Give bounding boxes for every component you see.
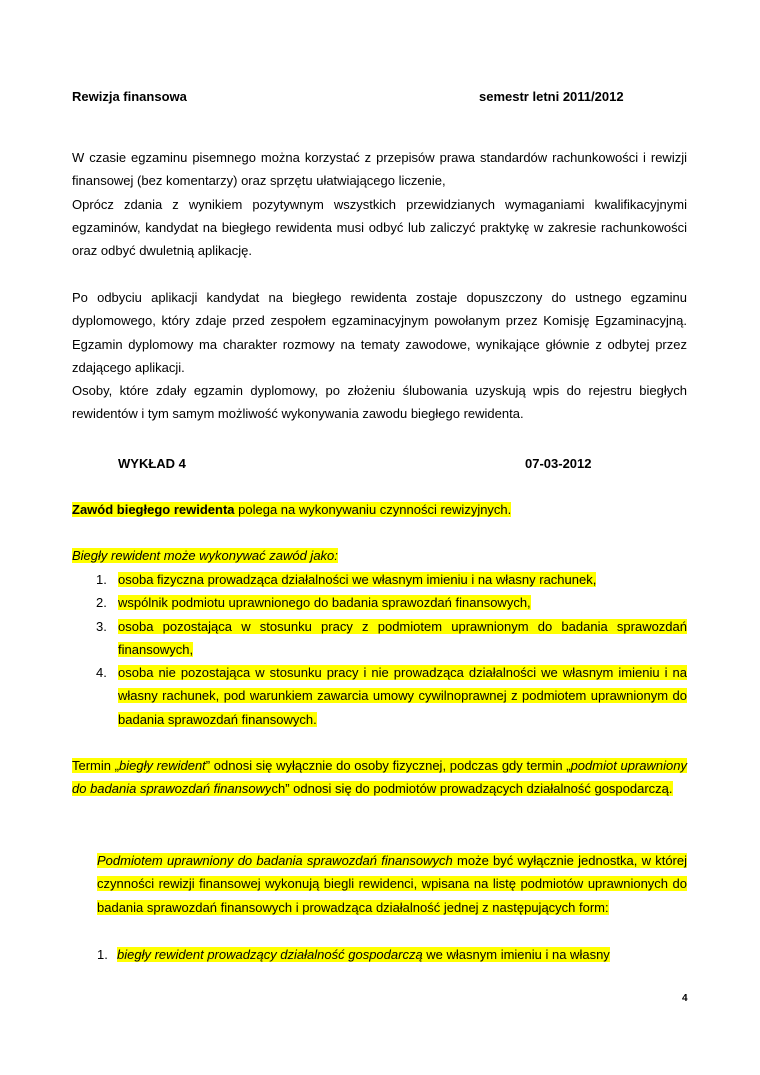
list-item-number: 3. bbox=[96, 618, 107, 634]
can-work-intro-text: Biegły rewident może wykonywać zawód jako: bbox=[72, 548, 338, 563]
term-podmiot-uprawniony: podmiot uprawniony do badania sprawozdań finansowy bbox=[72, 758, 687, 797]
list-item bbox=[72, 615, 687, 662]
term-biegly-rewident: biegły rewident bbox=[119, 758, 206, 773]
list-item-text: osoba pozostająca w stosunku pracy z podmiotem uprawnionym do badania sprawozdań finansowych, bbox=[118, 618, 687, 657]
list-item bbox=[72, 661, 687, 731]
can-work-intro bbox=[72, 548, 338, 563]
entity-list-italic: biegły rewident prowadzący działalność gospodarczą bbox=[117, 947, 423, 962]
entity-text: może być wyłącznie jednostka, w której czynności rewizji finansowej wykonują biegli rewidenci, wpisana na listę podmiotów uprawnionych do badania sprawozdań finansowych i prowadząca działalność jednej z następujących form: bbox=[97, 853, 687, 915]
list-item bbox=[72, 591, 687, 614]
entity-list-item bbox=[97, 943, 687, 966]
list-item-number: 2. bbox=[96, 595, 107, 611]
after-application-paragraph-1: Po odbyciu aplikacji kandydat na biegłego rewidenta zostaje dopuszczony do ustnego egzaminu dyplomowego, który zdaje przed zespołem egzaminacyjnym powołanym przez Komisję Egzaminacyjną. Egzamin dyplomowy ma charakter rozmowy na tematy zawodowe, wynikające głównie z odbytej przez zdającego aplikacji. bbox=[72, 290, 687, 375]
term-text-3: ch” odnosi się do podmiotów prowadzących działalność gospodarczą. bbox=[271, 781, 673, 797]
can-work-list bbox=[72, 568, 687, 731]
list-item-number: 1. bbox=[96, 572, 107, 587]
definition-rest: polega na wykonywaniu czynności rewizyjnych. bbox=[234, 502, 512, 517]
list-item-text: osoba nie pozostająca w stosunku pracy i nie prowadząca działalności we własnym imieniu i na własny rachunek, pod warunkiem zawarcia umowy cywilnoprawnej z podmiotem uprawnionym do badania sprawozdań finansowych. bbox=[118, 665, 687, 727]
term-paragraph bbox=[72, 754, 687, 801]
entity-paragraph bbox=[97, 849, 687, 919]
list-item bbox=[72, 568, 687, 591]
lecture-label: WYKŁAD 4 bbox=[118, 456, 186, 471]
page-number: 4 bbox=[682, 993, 688, 1004]
term-text-1: Termin „ bbox=[72, 758, 120, 773]
list-item-number: 4. bbox=[96, 665, 107, 681]
semester-label: semestr letni 2011/2012 bbox=[479, 89, 624, 104]
entity-term: Podmiotem uprawniony do badania sprawozdań finansowych bbox=[97, 853, 453, 868]
intro-paragraph-2: Oprócz zdania z wynikiem pozytywnym wszystkich przewidzianych wymaganiami kwalifikacyjnymi egzaminów, kandydat na biegłego rewidenta musi odbyć lub zaliczyć praktykę w zakresie rachunkowości oraz odbyć dwuletnią aplikację. bbox=[72, 196, 687, 259]
after-application-section bbox=[72, 286, 687, 426]
entity-list-number: 1. bbox=[97, 947, 108, 962]
course-title: Rewizja finansowa bbox=[72, 89, 187, 104]
definition-term: Zawód biegłego rewidenta bbox=[72, 502, 235, 517]
list-item-text: osoba fizyczna prowadząca działalności we własnym imieniu i na własny rachunek, bbox=[118, 572, 597, 587]
intro-paragraph-1: W czasie egzaminu pisemnego można korzystać z przepisów prawa standardów rachunkowości i rewizji finansowej (bez komentarzy) oraz sprzętu ułatwiającego liczenie, bbox=[72, 150, 687, 189]
intro-section bbox=[72, 146, 687, 262]
lecture-date: 07-03-2012 bbox=[525, 456, 592, 471]
entity-list-text: we własnym imieniu i na własny bbox=[422, 947, 610, 962]
after-application-paragraph-2: Osoby, które zdały egzamin dyplomowy, po złożeniu ślubowania uzyskują wpis do rejestru biegłych rewidentów i tym samym możliwość wykonywania zawodu biegłego rewidenta. bbox=[72, 383, 687, 422]
term-text-2: ” odnosi się wyłącznie do osoby fizycznej, podczas gdy termin „ bbox=[205, 758, 571, 773]
definition-paragraph bbox=[72, 502, 511, 517]
list-item-text: wspólnik podmiotu uprawnionego do badania sprawozdań finansowych, bbox=[118, 595, 531, 611]
